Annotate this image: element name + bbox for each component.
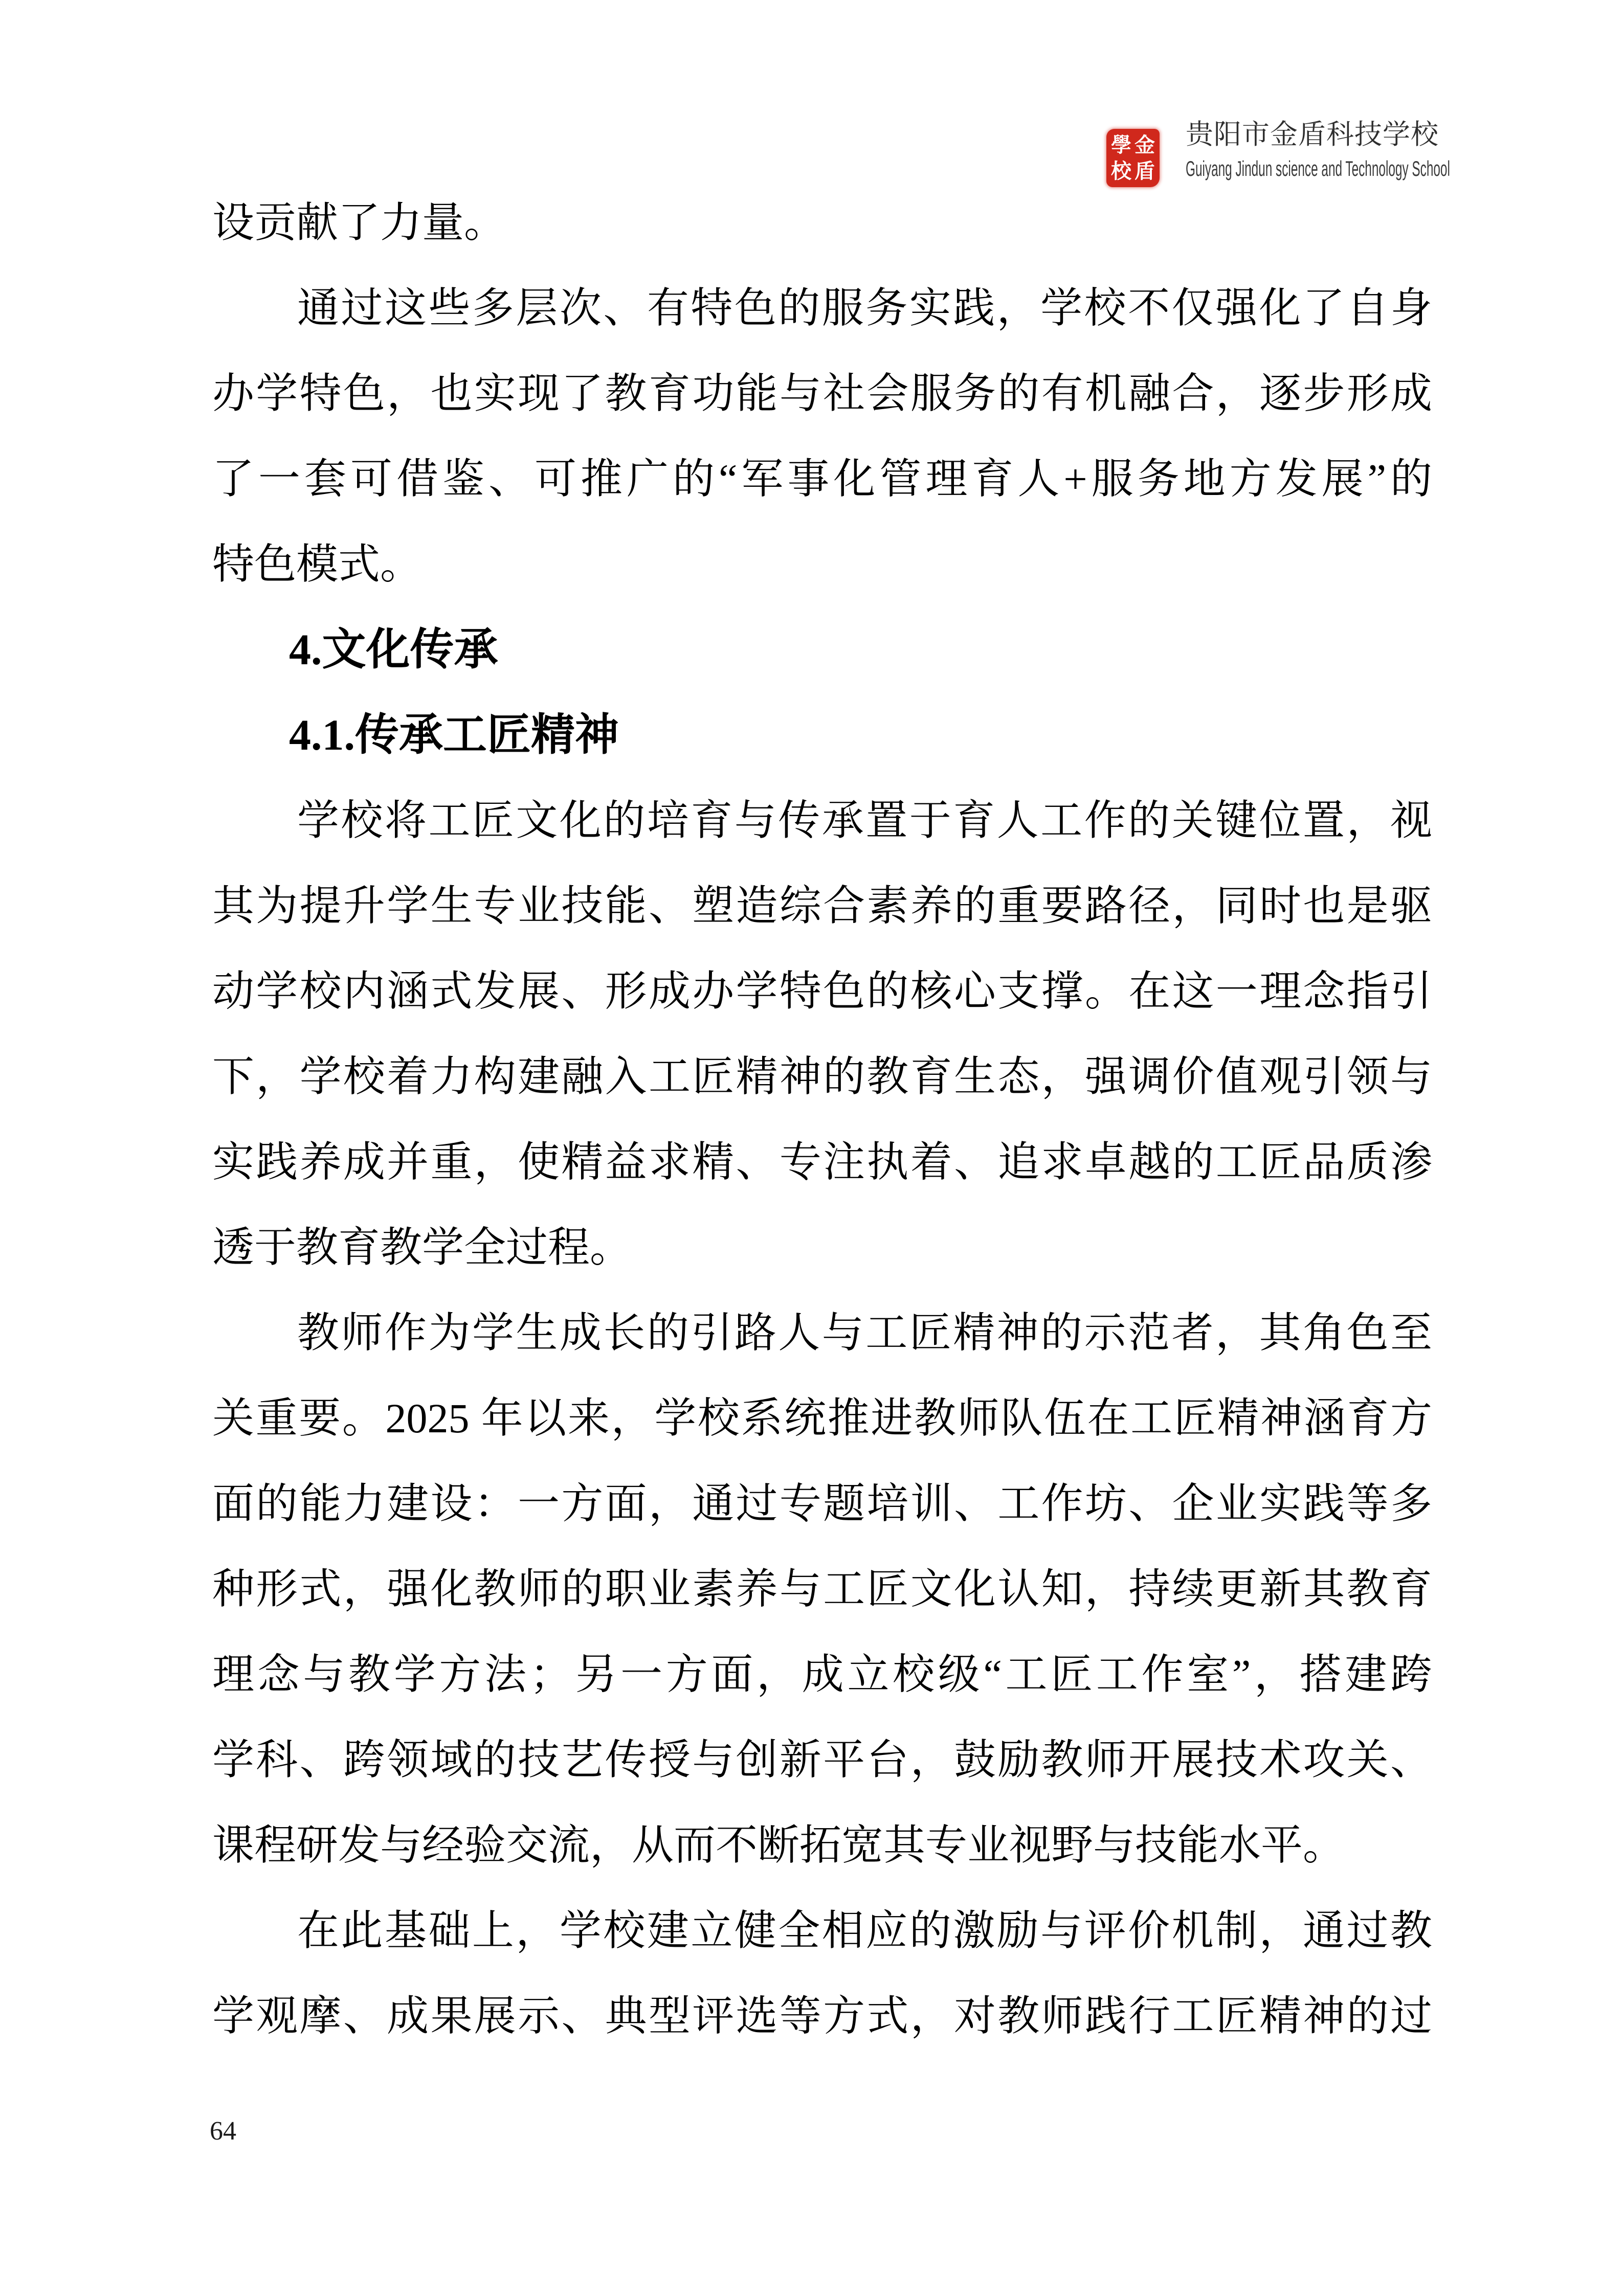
section-heading: 4.文化传承 — [289, 625, 498, 674]
seal-char: 學 — [1111, 133, 1131, 156]
body-line: 特色模式。 — [212, 541, 422, 588]
seal-char: 校 — [1111, 159, 1131, 183]
body-line: 种形式，强化教师的职业素养与工匠文化认知，持续更新其教育 — [212, 1566, 1432, 1612]
body-line: 动学校内涵式发展、形成办学特色的核心支撑。在这一理念指引 — [212, 968, 1432, 1015]
subsection-heading: 4.1.传承工匠精神 — [289, 710, 619, 759]
body-line: 在此基础上，学校建立健全相应的激励与评价机制，通过教 — [297, 1907, 1432, 1954]
body-line: 透于教育教学全过程。 — [212, 1224, 632, 1271]
body-line: 下，学校着力构建融入工匠精神的教育生态，强调价值观引领与 — [212, 1053, 1432, 1100]
body-line: 关重要。2025 年以来，学校系统推进教师队伍在工匠精神涵育方 — [212, 1395, 1432, 1442]
body-line: 通过这些多层次、有特色的服务实践，学校不仅强化了自身 — [297, 285, 1432, 331]
body-line: 办学特色，也实现了教育功能与社会服务的有机融合，逐步形成 — [212, 370, 1432, 417]
body-line: 理念与教学方法；另一方面，成立校级“工匠工作室”，搭建跨 — [212, 1651, 1432, 1698]
body-line: 学校将工匠文化的培育与传承置于育人工作的关键位置，视 — [297, 797, 1432, 844]
body-line: 课程研发与经验交流，从而不断拓宽其专业视野与技能水平。 — [212, 1822, 1345, 1869]
body-line: 学科、跨领域的技艺传授与创新平台，鼓励教师开展技术攻关、 — [212, 1737, 1432, 1783]
seal-char: 盾 — [1134, 159, 1155, 183]
document-body — [212, 180, 1432, 2059]
body-line: 教师作为学生成长的引路人与工匠精神的示范者，其角色至 — [297, 1310, 1432, 1356]
school-name-english: Guiyang Jindun science and Technology School — [1186, 156, 1450, 181]
body-line: 面的能力建设：一方面，通过专题培训、工作坊、企业实践等多 — [212, 1480, 1432, 1527]
page-number: 64 — [210, 2117, 236, 2146]
body-line: 学观摩、成果展示、典型评选等方式，对教师践行工匠精神的过 — [212, 1993, 1432, 2039]
body-line: 其为提升学生专业技能、塑造综合素养的重要路径，同时也是驱 — [212, 883, 1432, 929]
school-name-chinese: 贵阳市金盾科技学校 — [1186, 119, 1439, 150]
body-line: 设贡献了力量。 — [212, 199, 506, 246]
body-line: 了一套可借鉴、可推广的“军事化管理育人+服务地方发展”的 — [212, 456, 1432, 502]
school-seal-icon — [1106, 129, 1160, 187]
body-line: 实践养成并重，使精益求精、专注执着、追求卓越的工匠品质渗 — [212, 1139, 1432, 1185]
seal-char: 金 — [1134, 133, 1155, 156]
